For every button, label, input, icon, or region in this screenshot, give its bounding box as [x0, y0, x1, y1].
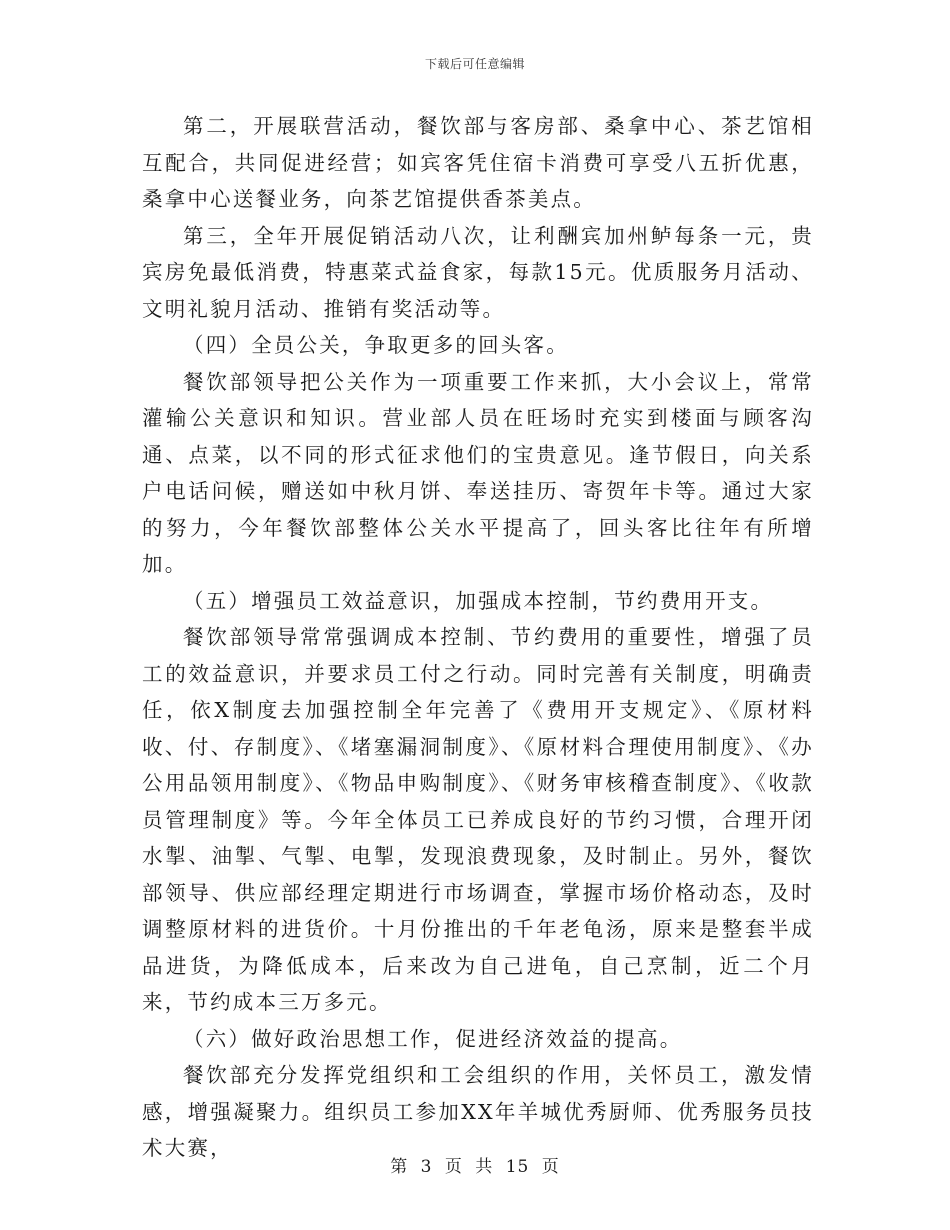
section-heading-four: （四）全员公关，争取更多的回头客。 — [183, 333, 569, 357]
paragraph-cost-control: 餐饮部领导常常强调成本控制、节约费用的重要性，增强了员工的效益意识，并要求员工付之行动。同时完善有关制度，明确责任，依X制度去加强控制全年完善了《费用开支规定》、《原材料收、付、存制度》、《堵塞漏洞制度》、《原材料合理使用制度》、《办公用品领用制度》、《物品申购制度》、《财务审核稽查制度》、《收款员管理制度》等。今年全体员工已养成良好的节约习惯，合理开闭水掣、油掣、气掣、电掣，发现浪费现象，及时制止。另外，餐饮部领导、供应部经理定期进行市场调查，掌握市场价格动态，及时调整原材料的进货价。十月份推出的千年老龟汤，原来是整套半成品进货，为降低成本，后来改为自己进龟，自己烹制，近二个月来，节约成本三万多元。 — [142, 625, 814, 1014]
paragraph-political-work: 餐饮部充分发挥党组织和工会组织的作用，关怀员工，激发情感，增强凝聚力。组织员工参加XX年羊城优秀厨师、优秀服务员技术大赛， — [142, 1063, 814, 1160]
paragraph-public-relations: 餐饮部领导把公关作为一项重要工作来抓，大小会议上，常常灌输公关意识和知识。营业部人员在旺场时充实到楼面与顾客沟通、点菜，以不同的形式征求他们的宝贵意见。逢节假日，向关系户电话问候，赠送如中秋月饼、奉送挂历、寄贺年卡等。通过大家的努力，今年餐饮部整体公关水平提高了，回头客比往年有所增加。 — [142, 369, 814, 576]
section-heading-six: （六）做好政治思想工作，促进经济效益的提高。 — [183, 1026, 683, 1051]
document-body — [142, 108, 814, 1167]
section-heading-five: （五）增强员工效益意识，加强成本控制，节约费用开支。 — [183, 588, 774, 613]
page-footer-page-number: 第 3 页 共 15 页 — [390, 1157, 560, 1177]
paragraph-third-promotions: 第三，全年开展促销活动八次，让利酬宾加州鲈每条一元，贵宾房免最低消费，特惠菜式益食家，每款15元。优质服务月活动、文明礼貌月活动、推销有奖活动等。 — [142, 223, 814, 321]
page-header: 下载后可任意编辑 — [424, 57, 525, 71]
paragraph-second-joint-operations: 第二，开展联营活动，餐饮部与客房部、桑拿中心、茶艺馆相互配合，共同促进经营；如宾客凭住宿卡消费可享受八五折优惠，桑拿中心送餐业务，向茶艺馆提供香茶美点。 — [142, 114, 814, 211]
